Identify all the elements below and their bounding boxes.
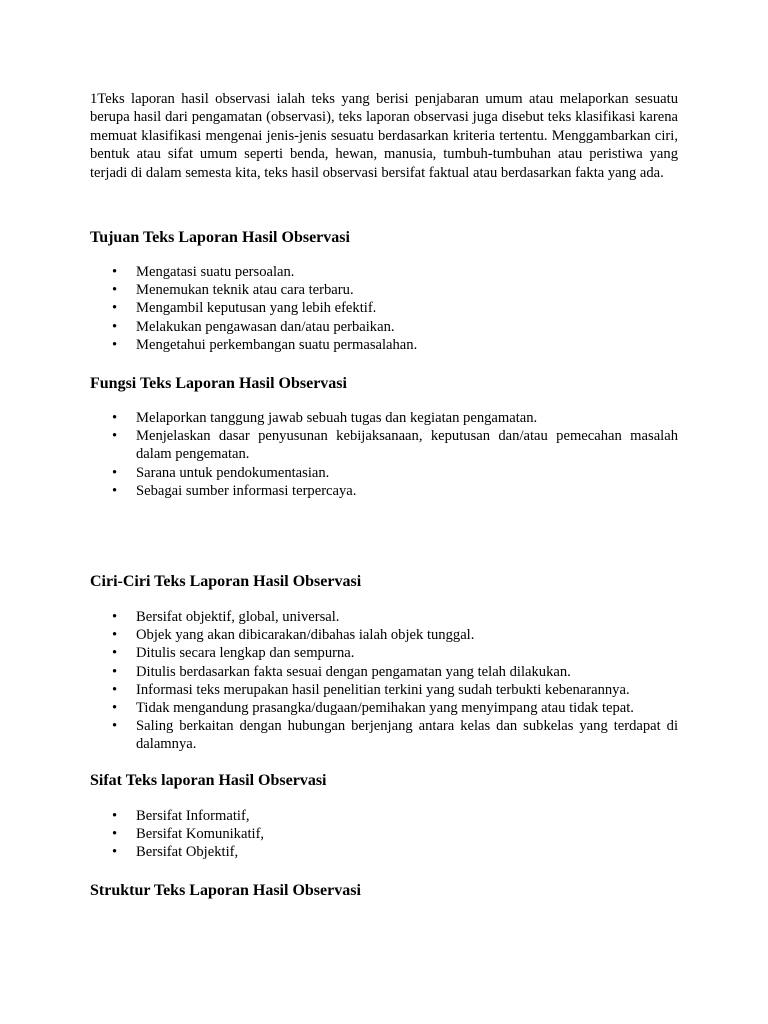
- list-item: [90, 807, 678, 825]
- list-item-text: Mengatasi suatu persoalan.: [136, 264, 295, 280]
- list-item-text: Menemukan teknik atau cara terbaru.: [136, 282, 354, 299]
- list-item-text: Sarana untuk pendokumentasian.: [136, 464, 330, 481]
- list-item: [90, 644, 678, 662]
- list-item: [90, 263, 678, 281]
- list-item: [90, 318, 678, 336]
- list-item-text: Bersifat Informatif,: [136, 808, 250, 824]
- heading-ciri-ciri: Ciri-Ciri Teks Laporan Hasil Observasi: [90, 573, 362, 590]
- list-item-text: Bersifat Komunikatif,: [136, 826, 265, 843]
- heading-fungsi: Fungsi Teks Laporan Hasil Observasi: [90, 375, 347, 392]
- list-item-text: Informasi teks merupakan hasil penelitian terkini yang sudah terbukti kebenarannya.: [136, 681, 630, 698]
- list-item-text: Objek yang akan dibicarakan/dibahas ialah objek tunggal.: [136, 627, 475, 644]
- list-item-text: Melakukan pengawasan dan/atau perbaikan.: [136, 318, 395, 335]
- bullet-icon: •: [112, 482, 118, 499]
- bullet-icon: •: [112, 681, 118, 698]
- bullet-icon: •: [112, 844, 118, 861]
- list-item: [90, 626, 678, 644]
- list-item: [90, 464, 678, 482]
- list-item: [90, 409, 678, 427]
- bullet-icon: •: [112, 464, 118, 481]
- heading-sifat: Sifat Teks laporan Hasil Observasi: [90, 772, 327, 789]
- bullet-icon: •: [112, 663, 118, 680]
- bullet-icon: •: [112, 826, 118, 843]
- bullet-icon: •: [112, 300, 118, 317]
- list-item: [90, 663, 678, 681]
- list-item: [90, 681, 678, 699]
- bullet-icon: •: [112, 609, 118, 625]
- bullet-icon: •: [112, 645, 118, 662]
- list-item: [90, 336, 678, 354]
- list-item: [90, 427, 678, 463]
- list-item: [90, 608, 678, 626]
- bullet-icon: •: [112, 700, 118, 717]
- list-item: [90, 299, 678, 317]
- list-item-text: Ditulis secara lengkap dan sempurna.: [136, 645, 355, 662]
- list-item-text: Mengambil keputusan yang lebih efektif.: [136, 300, 377, 317]
- list-item-text: Bersifat objektif, global, universal.: [136, 609, 340, 625]
- bullet-icon: •: [112, 336, 118, 353]
- list-item-text: Menjelaskan dasar penyusunan kebijaksanaan, keputusan dan/atau pemecahan masalah dalam pengematan.: [136, 428, 678, 463]
- list-item-text: Saling berkaitan dengan hubungan berjenjang antara kelas dan subkelas yang terdapat di dalamnya.: [136, 718, 678, 753]
- list-item-text: Melaporkan tanggung jawab sebuah tugas dan kegiatan pengamatan.: [136, 410, 538, 426]
- list-item: [90, 825, 678, 843]
- list-item-text: Sebagai sumber informasi terpercaya.: [136, 482, 357, 499]
- bullet-icon: •: [112, 428, 118, 445]
- document-content: [90, 90, 678, 899]
- bullet-icon: •: [112, 627, 118, 644]
- list-item: [90, 843, 678, 861]
- list-tujuan: [90, 263, 678, 354]
- bullet-icon: •: [112, 264, 118, 280]
- list-item-text: Tidak mengandung prasangka/dugaan/pemihakan yang menyimpang atau tidak tepat.: [136, 700, 634, 717]
- list-fungsi: [90, 409, 678, 500]
- list-item-text: Bersifat Objektif,: [136, 844, 239, 861]
- list-item: [90, 717, 678, 753]
- list-ciri-ciri: [90, 608, 678, 754]
- bullet-icon: •: [112, 808, 118, 824]
- bullet-icon: •: [112, 282, 118, 299]
- bullet-icon: •: [112, 410, 118, 426]
- intro-paragraph: 1Teks laporan hasil observasi ialah teks yang berisi penjabaran umum atau melaporkan sesuatu berupa hasil dari pengamatan (observasi), teks laporan observasi juga disebut teks klasifikasi karena memuat klasifikasi mengenai jenis-jenis sesuatu berdasarkan kriteria tertentu. Menggambarkan ciri, bentuk atau sifat umum seperti benda, hewan, manusia, tumbuh-tumbuhan atau peristiwa yang terjadi di dalam semesta kita, teks hasil observasi bersifat faktual atau berdasarkan fakta yang ada.: [90, 91, 678, 181]
- heading-struktur: Struktur Teks Laporan Hasil Observasi: [90, 882, 361, 899]
- list-item-text: Mengetahui perkembangan suatu permasalahan.: [136, 336, 418, 353]
- list-sifat: [90, 807, 678, 862]
- heading-tujuan: Tujuan Teks Laporan Hasil Observasi: [90, 229, 350, 246]
- list-item-text: Ditulis berdasarkan fakta sesuai dengan pengamatan yang telah dilakukan.: [136, 663, 571, 680]
- list-item: [90, 281, 678, 299]
- bullet-icon: •: [112, 718, 118, 735]
- bullet-icon: •: [112, 318, 118, 335]
- list-item: [90, 482, 678, 500]
- list-item: [90, 699, 678, 717]
